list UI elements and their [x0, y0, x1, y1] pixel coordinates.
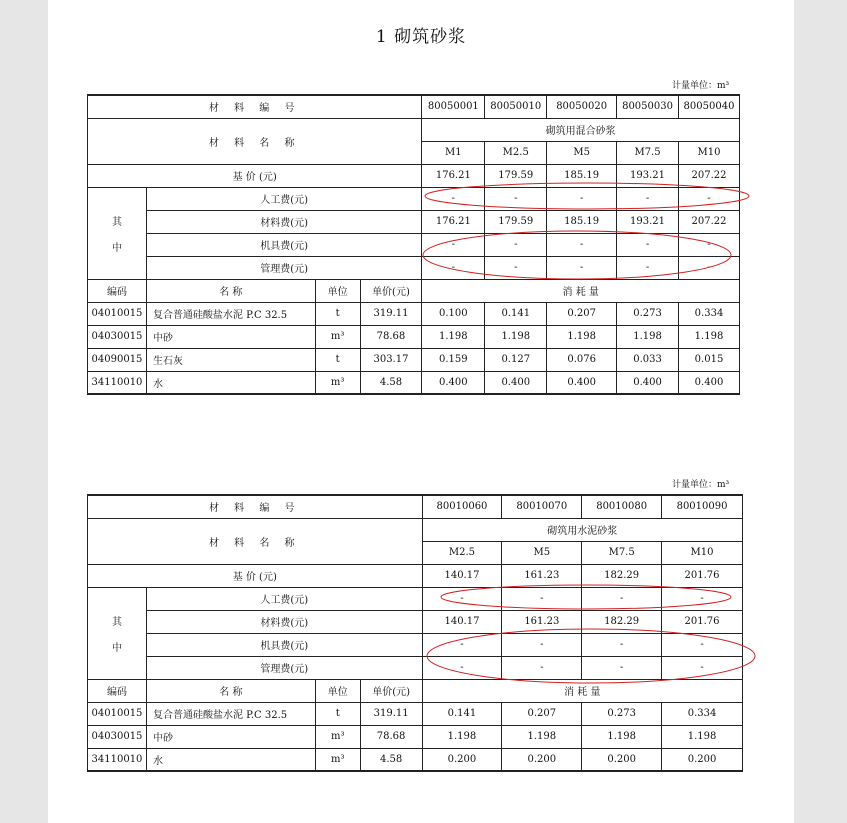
- row-code: 04030015: [88, 725, 147, 748]
- materials-cell: 207.22: [679, 210, 740, 233]
- materials-cell: 182.29: [582, 610, 662, 633]
- row-value: 0.400: [547, 371, 617, 394]
- row-value: 1.198: [582, 725, 662, 748]
- labor-label: 人工费(元): [146, 587, 422, 610]
- base-price-cell: 182.29: [582, 564, 662, 587]
- grade-cell: M7.5: [582, 541, 662, 564]
- col-code-header: 编码: [88, 279, 147, 302]
- code-cell: 80050020: [547, 95, 617, 118]
- labor-cell: -: [422, 187, 485, 210]
- col-code-header: 编码: [88, 679, 147, 702]
- row-unit: t: [315, 702, 360, 725]
- row-unit: t: [315, 348, 360, 371]
- materials-cell: 201.76: [662, 610, 743, 633]
- row-code: 04030015: [88, 325, 147, 348]
- code-cell: 80050030: [617, 95, 679, 118]
- qizhong-label: 其 中: [88, 187, 147, 279]
- management-cell: -: [502, 656, 582, 679]
- base-price-cell: 179.59: [485, 164, 547, 187]
- row-value: 1.198: [422, 325, 485, 348]
- base-price-label: 基 价 (元): [88, 564, 423, 587]
- management-label: 管理费(元): [146, 256, 421, 279]
- unit-label-2: 计量单位：m³: [672, 480, 730, 490]
- row-code: 04090015: [88, 348, 147, 371]
- col-name-header: 名 称: [146, 679, 315, 702]
- row-value: 1.198: [547, 325, 617, 348]
- management-cell: -: [422, 256, 485, 279]
- grade-cell: M7.5: [617, 141, 679, 164]
- table-row: [88, 748, 743, 771]
- material-name-label: 材 料 名 称: [88, 518, 423, 564]
- col-price-header: 单价(元): [360, 279, 422, 302]
- labor-cell: -: [485, 187, 547, 210]
- labor-cell: -: [617, 187, 679, 210]
- row-price: 78.68: [360, 725, 422, 748]
- col-unit-header: 单位: [315, 679, 360, 702]
- material-name-label: 材 料 名 称: [88, 118, 422, 164]
- row-value: 0.159: [422, 348, 485, 371]
- row-name: 中砂: [146, 725, 315, 748]
- labor-cell: -: [662, 587, 743, 610]
- machinery-cell: -: [422, 233, 485, 256]
- row-value: 0.334: [679, 302, 740, 325]
- row-value: 0.200: [582, 748, 662, 771]
- page-title: 1 砌筑砂浆: [375, 27, 467, 47]
- row-value: 0.141: [422, 702, 502, 725]
- row-name: 复合普通硅酸盐水泥 P.C 32.5: [146, 302, 315, 325]
- management-cell: -: [662, 656, 743, 679]
- row-value: 0.400: [679, 371, 740, 394]
- code-cell: 80050040: [679, 95, 740, 118]
- row-value: 1.198: [617, 325, 679, 348]
- row-value: 0.207: [547, 302, 617, 325]
- row-value: 1.198: [485, 325, 547, 348]
- machinery-cell: -: [662, 633, 743, 656]
- row-name: 水: [146, 371, 315, 394]
- quota-table-2: [87, 494, 743, 772]
- material-code-label: 材 料 编 号: [88, 495, 423, 518]
- base-price-cell: 176.21: [422, 164, 485, 187]
- row-value: 0.100: [422, 302, 485, 325]
- machinery-cell: -: [617, 233, 679, 256]
- code-cell: 80010060: [422, 495, 502, 518]
- management-cell: -: [547, 256, 617, 279]
- machinery-cell: -: [422, 633, 502, 656]
- table-row: [88, 348, 740, 371]
- row-name: 水: [146, 748, 315, 771]
- row-unit: m³: [315, 725, 360, 748]
- base-price-cell: 140.17: [422, 564, 502, 587]
- machinery-cell: -: [679, 233, 740, 256]
- code-cell: 80050010: [485, 95, 547, 118]
- grade-cell: M10: [679, 141, 740, 164]
- base-price-cell: 161.23: [502, 564, 582, 587]
- row-value: 0.200: [502, 748, 582, 771]
- grade-cell: M2.5: [422, 541, 502, 564]
- materials-cell: 193.21: [617, 210, 679, 233]
- row-value: 0.141: [485, 302, 547, 325]
- material-code-label: 材 料 编 号: [88, 95, 422, 118]
- machinery-cell: -: [485, 233, 547, 256]
- row-code: 34110010: [88, 371, 147, 394]
- row-value: 0.400: [617, 371, 679, 394]
- base-price-cell: 185.19: [547, 164, 617, 187]
- row-value: 1.198: [422, 725, 502, 748]
- grade-cell: M2.5: [485, 141, 547, 164]
- materials-cell: 161.23: [502, 610, 582, 633]
- unit-label-1: 计量单位：m³: [672, 81, 730, 91]
- row-code: 34110010: [88, 748, 147, 771]
- labor-label: 人工费(元): [146, 187, 421, 210]
- machinery-cell: -: [547, 233, 617, 256]
- row-name: 复合普通硅酸盐水泥 P.C 32.5: [146, 702, 315, 725]
- row-price: 4.58: [360, 748, 422, 771]
- row-name: 生石灰: [146, 348, 315, 371]
- row-price: 319.11: [360, 302, 422, 325]
- management-label: 管理费(元): [146, 656, 422, 679]
- labor-cell: -: [422, 587, 502, 610]
- grade-cell: M5: [547, 141, 617, 164]
- base-price-label: 基 价 (元): [88, 164, 422, 187]
- management-cell: -: [679, 256, 740, 279]
- labor-cell: -: [679, 187, 740, 210]
- row-price: 303.17: [360, 348, 422, 371]
- row-value: 0.273: [617, 302, 679, 325]
- col-unit-header: 单位: [315, 279, 360, 302]
- row-value: 0.273: [582, 702, 662, 725]
- materials-cell: 140.17: [422, 610, 502, 633]
- machinery-cell: -: [502, 633, 582, 656]
- row-value: 0.076: [547, 348, 617, 371]
- management-cell: -: [485, 256, 547, 279]
- materials-cell: 185.19: [547, 210, 617, 233]
- row-value: 1.198: [662, 725, 743, 748]
- row-value: 0.400: [422, 371, 485, 394]
- row-value: 1.198: [679, 325, 740, 348]
- labor-cell: -: [547, 187, 617, 210]
- machinery-label: 机具费(元): [146, 233, 421, 256]
- group-name: 砌筑用水泥砂浆: [422, 518, 742, 541]
- table-row: [88, 702, 743, 725]
- row-price: 4.58: [360, 371, 422, 394]
- row-unit: m³: [315, 748, 360, 771]
- row-value: 0.207: [502, 702, 582, 725]
- row-code: 04010015: [88, 302, 147, 325]
- row-value: 0.200: [422, 748, 502, 771]
- management-cell: -: [617, 256, 679, 279]
- consumption-header: 消 耗 量: [422, 679, 742, 702]
- labor-cell: -: [582, 587, 662, 610]
- code-cell: 80010080: [582, 495, 662, 518]
- code-cell: 80050001: [422, 95, 485, 118]
- table-row: [88, 302, 740, 325]
- machinery-cell: -: [582, 633, 662, 656]
- document-page: [48, 0, 794, 823]
- labor-cell: -: [502, 587, 582, 610]
- grade-cell: M1: [422, 141, 485, 164]
- base-price-cell: 193.21: [617, 164, 679, 187]
- group-name: 砌筑用混合砂浆: [422, 118, 740, 141]
- materials-cell: 179.59: [485, 210, 547, 233]
- row-name: 中砂: [146, 325, 315, 348]
- materials-cell: 176.21: [422, 210, 485, 233]
- row-value: 0.015: [679, 348, 740, 371]
- code-cell: 80010070: [502, 495, 582, 518]
- base-price-cell: 207.22: [679, 164, 740, 187]
- row-value: 0.127: [485, 348, 547, 371]
- row-unit: m³: [315, 325, 360, 348]
- management-cell: -: [582, 656, 662, 679]
- consumption-header: 消 耗 量: [422, 279, 740, 302]
- grade-cell: M10: [662, 541, 743, 564]
- row-price: 319.11: [360, 702, 422, 725]
- table-row: [88, 371, 740, 394]
- row-value: 1.198: [502, 725, 582, 748]
- management-cell: -: [422, 656, 502, 679]
- col-name-header: 名 称: [146, 279, 315, 302]
- row-value: 0.400: [485, 371, 547, 394]
- row-unit: m³: [315, 371, 360, 394]
- row-value: 0.200: [662, 748, 743, 771]
- materials-label: 材料费(元): [146, 210, 421, 233]
- table-row: [88, 725, 743, 748]
- base-price-cell: 201.76: [662, 564, 743, 587]
- table-row: [88, 325, 740, 348]
- row-value: 0.033: [617, 348, 679, 371]
- grade-cell: M5: [502, 541, 582, 564]
- qizhong-label: 其 中: [88, 587, 147, 679]
- materials-label: 材料费(元): [146, 610, 422, 633]
- row-code: 04010015: [88, 702, 147, 725]
- code-cell: 80010090: [662, 495, 743, 518]
- quota-table-1: [87, 94, 740, 395]
- row-unit: t: [315, 302, 360, 325]
- col-price-header: 单价(元): [360, 679, 422, 702]
- row-value: 0.334: [662, 702, 743, 725]
- row-price: 78.68: [360, 325, 422, 348]
- machinery-label: 机具费(元): [146, 633, 422, 656]
